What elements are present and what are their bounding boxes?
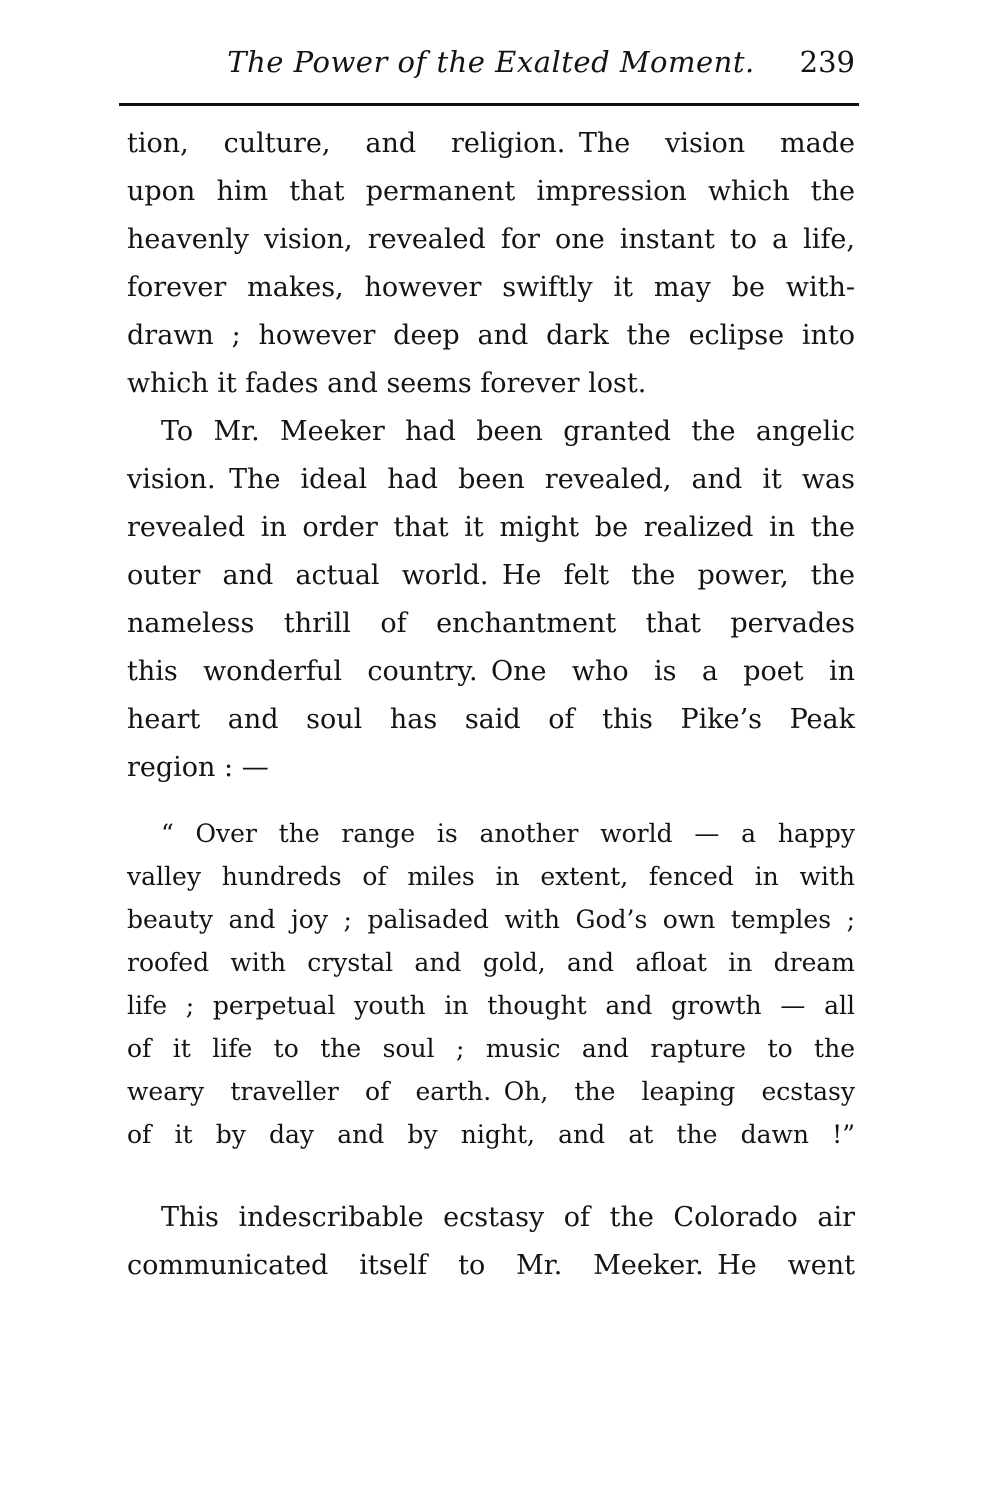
header-rule (119, 103, 859, 106)
text-line: this wonderful country. One who is a poet in (127, 656, 855, 687)
paragraph-colorado-air (127, 1194, 855, 1290)
text-line: weary traveller of earth. Oh, the leaping ecstasy (127, 1077, 855, 1106)
page-number: 239 (799, 45, 855, 79)
text-line: vision. The ideal had been revealed, and it was (127, 464, 855, 495)
text-line: life ; perpetual youth in thought and growth — all (127, 991, 855, 1020)
running-head-title: The Power of the Exalted Moment. (227, 45, 755, 79)
text-line: forever makes, however swiftly it may be with- (127, 272, 855, 303)
text-line: heart and soul has said of this Pike’s Peak (127, 704, 855, 735)
text-line: revealed in order that it might be realized in the (127, 512, 855, 543)
text-line: drawn ; however deep and dark the eclipse into (127, 320, 855, 351)
text-line: beauty and joy ; palisaded with God’s own temples ; (127, 905, 855, 934)
text-line: To Mr. Meeker had been granted the angelic (161, 416, 855, 447)
paragraph-continuation (127, 120, 855, 408)
text-line: valley hundreds of miles in extent, fenced in with (127, 862, 855, 891)
text-line: roofed with crystal and gold, and afloat in dream (127, 948, 855, 977)
text-line: heavenly vision, revealed for one instant to a life, (127, 224, 855, 255)
text-line: region : — (127, 752, 269, 783)
text-line: upon him that permanent impression which the (127, 176, 855, 207)
text-line: nameless thrill of enchantment that pervades (127, 608, 855, 639)
block-quote-pikes-peak (127, 812, 855, 1156)
text-line: of it by day and by night, and at the dawn !” (127, 1120, 855, 1149)
text-line: outer and actual world. He felt the power, the (127, 560, 855, 591)
text-line: This indescribable ecstasy of the Colorado air (161, 1202, 855, 1233)
text-line: of it life to the soul ; music and rapture to the (127, 1034, 855, 1063)
text-line: which it fades and seems forever lost. (127, 368, 647, 399)
text-line: communicated itself to Mr. Meeker. He went (127, 1250, 855, 1281)
running-head (127, 42, 855, 82)
text-block (127, 0, 855, 1290)
text-line: tion, culture, and religion. The vision made (127, 128, 855, 159)
text-line: “ Over the range is another world — a happy (161, 819, 855, 848)
paragraph-meeker-vision (127, 408, 855, 792)
